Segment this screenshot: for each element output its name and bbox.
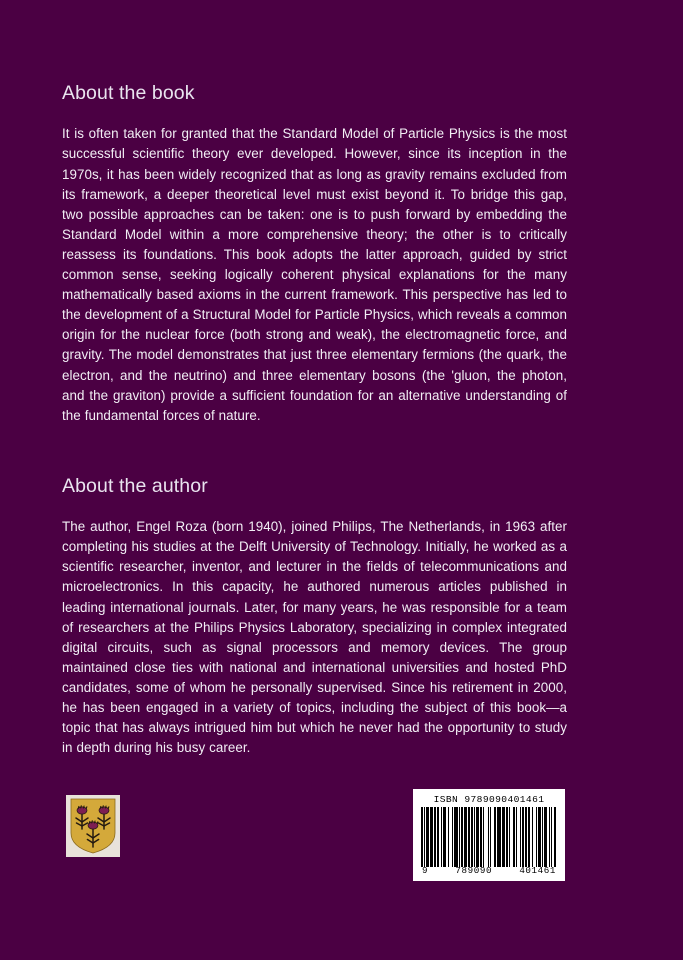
cover-content xyxy=(62,82,567,758)
isbn-barcode xyxy=(413,789,565,881)
barcode-digit-group-1: 9 xyxy=(422,865,429,876)
about-the-book-text: It is often taken for granted that the Standard Model of Particle Physics is the most successful scientific theory ever developed. However, since its inception in the 1970s, it has been widely recognized that as long as gravity remains excluded from its framework, a deeper theoretical level must exist beyond it. To bridge this gap, two possible approaches can be taken: one is to push forward by embedding the Standard Model within a more comprehensive theory; the other is to critically reassess its foundations. This book adopts the latter approach, guided by strict common sense, seeking logically coherent physical explanations for the many mathematically based axioms in the current framework. This perspective has led to the development of a Structural Model for Particle Physics, which reveals a common origin for the nuclear force (both strong and weak), the electromagnetic force, and gravity. The model demonstrates that just three elementary fermions (the quark, the electron, and the neutrino) and three elementary bosons (the 'gluon, the photon, and the graviton) provide a sufficient foundation for an alternative understanding of the fundamental forces of nature. xyxy=(62,126,567,423)
barcode-digits xyxy=(421,866,557,876)
about-the-author-heading: About the author xyxy=(62,474,208,497)
about-the-book-section xyxy=(62,82,567,426)
about-the-author-section xyxy=(62,475,567,759)
about-the-book-heading: About the book xyxy=(62,82,195,104)
publisher-crest-frame xyxy=(66,795,120,857)
barcode-bars xyxy=(421,807,557,867)
publisher-logo xyxy=(66,795,120,857)
about-the-author-text: The author, Engel Roza (born 1940), joined Philips, The Netherlands, in 1963 after completing his studies at the Delft University of Technology. Initially, he worked as a scientific researcher, inventor, and lecturer in the fields of telecommunications and microelectronics. In this capacity, he authored numerous articles published in leading international journals. Later, for many years, he was responsible for a team of researchers at the Philips Physics Laboratory, specializing in complex integrated digital circuits, such as signal processors and memory devices. The group maintained close ties with national and international universities and hosted PhD candidates, some of whom he personally supervised. Since his retirement in 2000, he has been engaged in a variety of topics, including the subject of this book—a topic that has always intrigued him but which he never had the opportunity to study in depth during his busy career. xyxy=(62,519,567,756)
barcode-digit-group-3: 401461 xyxy=(519,865,556,876)
isbn-label: ISBN 9789090401461 xyxy=(433,794,545,805)
barcode-digit-group-2: 789090 xyxy=(455,865,493,876)
publisher-crest-icon xyxy=(66,795,120,857)
